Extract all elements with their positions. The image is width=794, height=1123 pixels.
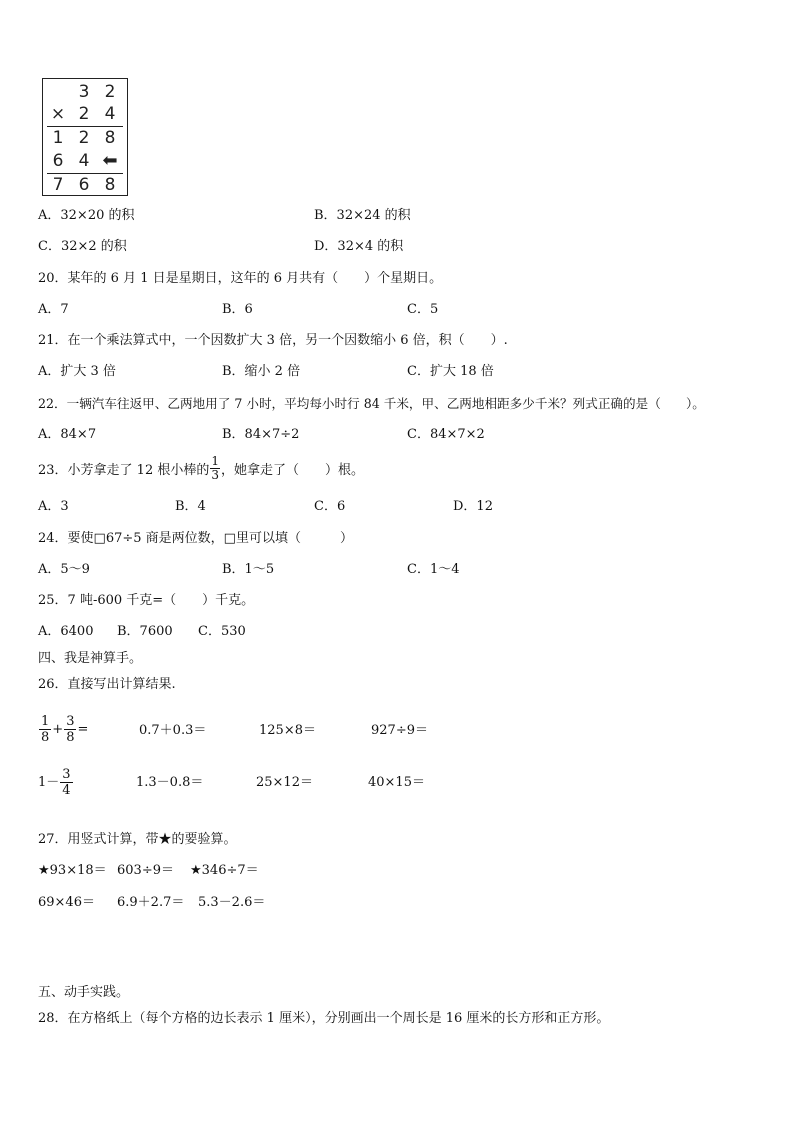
q19-option-b: B．32×24 的积 bbox=[314, 208, 411, 223]
q20-text: 20．某年的 6 月 1 日是星期日，这年的 6 月共有（ ）个星期日。 bbox=[38, 271, 443, 286]
mul-cell: 2 bbox=[104, 82, 116, 102]
q21-option-c: C．扩大 18 倍 bbox=[407, 364, 494, 379]
q27-row1-expr2: 603÷9＝ bbox=[117, 863, 174, 878]
q27-row1-expr3: ★346÷7＝ bbox=[190, 863, 259, 878]
q26-row2-expr2: 1.3－0.8＝ bbox=[136, 775, 204, 790]
q23-fraction bbox=[210, 455, 220, 482]
q20-option-a: A．7 bbox=[38, 302, 69, 317]
q23-frac-den: 3 bbox=[211, 468, 219, 482]
mul-row-3 bbox=[43, 127, 127, 149]
q25-option-a: A．6400 bbox=[38, 624, 94, 639]
q23-frac-num: 1 bbox=[211, 454, 219, 468]
q22-option-c: C．84×7×2 bbox=[407, 427, 485, 442]
q27-row2-expr2: 6.9＋2.7＝ bbox=[117, 895, 185, 910]
frac-num: 1 bbox=[41, 714, 50, 729]
q23-option-a: A．3 bbox=[38, 499, 69, 514]
q26-row1-expr4: 927÷9＝ bbox=[371, 723, 428, 738]
q24-option-b: B．1～5 bbox=[222, 562, 275, 577]
q20-option-c: C．5 bbox=[407, 302, 439, 317]
mul-cell: 4 bbox=[104, 104, 116, 124]
q24-text: 24．要使□67÷5 商是两位数，□里可以填（ ） bbox=[38, 531, 353, 546]
mul-row-5 bbox=[43, 174, 127, 196]
left-arrow-icon: ⬅ bbox=[102, 150, 118, 171]
q21-option-a: A．扩大 3 倍 bbox=[38, 364, 116, 379]
q19-option-d: D．32×4 的积 bbox=[314, 239, 404, 254]
mul-cell: 2 bbox=[78, 104, 90, 124]
mul-row-4 bbox=[43, 150, 127, 172]
one-minus: 1－ bbox=[38, 775, 60, 790]
q19-option-a: A．32×20 的积 bbox=[38, 208, 135, 223]
q22-option-a: A．84×7 bbox=[38, 427, 97, 442]
equals-sign: = bbox=[77, 722, 89, 737]
section-4-heading: 四、我是神算手。 bbox=[38, 651, 143, 666]
frac-num: 3 bbox=[66, 714, 75, 729]
mul-cell: 6 bbox=[52, 151, 64, 171]
mul-row-1 bbox=[43, 81, 127, 103]
q27-row2-expr3: 5.3－2.6＝ bbox=[198, 895, 266, 910]
multiplication-figure bbox=[42, 78, 128, 196]
q19-option-c: C．32×2 的积 bbox=[38, 239, 127, 254]
q26-row2-expr4: 40×15＝ bbox=[368, 775, 425, 790]
q26-row2-expr3: 25×12＝ bbox=[256, 775, 313, 790]
q23-text bbox=[38, 456, 364, 486]
mul-cell: 2 bbox=[78, 128, 90, 148]
q26-text: 26．直接写出计算结果. bbox=[38, 677, 176, 692]
q21-text: 21．在一个乘法算式中，一个因数扩大 3 倍，另一个因数缩小 6 倍，积（ ）. bbox=[38, 333, 508, 348]
q23-text-before: 23．小芳拿走了 12 根小棒的 bbox=[38, 463, 210, 478]
mul-row-2 bbox=[43, 103, 127, 125]
mul-cell: 1 bbox=[52, 128, 64, 148]
q20-option-b: B．6 bbox=[222, 302, 253, 317]
q21-option-b: B．缩小 2 倍 bbox=[222, 364, 301, 379]
q25-option-b: B．7600 bbox=[117, 624, 173, 639]
mul-cell: 6 bbox=[78, 175, 90, 195]
section-5-heading: 五、动手实践。 bbox=[38, 985, 130, 1000]
mul-cell: × bbox=[50, 104, 66, 124]
q27-text: 27．用竖式计算，带★的要验算。 bbox=[38, 832, 237, 847]
q23-option-c: C．6 bbox=[314, 499, 346, 514]
q24-option-a: A．5～9 bbox=[38, 562, 90, 577]
plus-sign: + bbox=[52, 722, 64, 737]
q24-option-c: C．1～4 bbox=[407, 562, 460, 577]
q23-text-after: ，她拿走了（ ）根。 bbox=[221, 463, 365, 478]
q25-text: 25．7 吨-600 千克=（ ）千克。 bbox=[38, 593, 255, 608]
q22-text: 22．一辆汽车往返甲、乙两地用了 7 小时，平均每小时行 84 千米，甲、乙两地相距多少千米？列式正确的是（ ）。 bbox=[38, 396, 705, 411]
q23-option-d: D．12 bbox=[453, 499, 493, 514]
frac-den: 8 bbox=[41, 730, 50, 745]
q23-option-b: B．4 bbox=[175, 499, 206, 514]
q27-row1-expr1: ★93×18＝ bbox=[38, 863, 107, 878]
mul-cell: 8 bbox=[104, 175, 116, 195]
q26-row1-expr2: 0.7＋0.3＝ bbox=[139, 723, 207, 738]
mul-cell: 7 bbox=[52, 175, 64, 195]
q25-option-c: C．530 bbox=[198, 624, 246, 639]
frac-den: 8 bbox=[66, 730, 75, 745]
q26-row2-expr1 bbox=[38, 765, 74, 801]
mul-cell: 4 bbox=[78, 151, 90, 171]
fraction bbox=[39, 714, 51, 745]
fraction bbox=[64, 714, 76, 745]
fraction bbox=[60, 767, 72, 798]
mul-cell: 8 bbox=[104, 128, 116, 148]
q26-row1-expr1 bbox=[38, 712, 88, 748]
mul-cell: 3 bbox=[78, 82, 90, 102]
frac-den: 4 bbox=[62, 783, 71, 798]
q22-option-b: B．84×7÷2 bbox=[222, 427, 300, 442]
q27-row2-expr1: 69×46＝ bbox=[38, 895, 95, 910]
frac-num: 3 bbox=[62, 767, 71, 782]
q26-row1-expr3: 125×8＝ bbox=[259, 723, 316, 738]
q28-text: 28．在方格纸上（每个方格的边长表示 1 厘米），分别画出一个周长是 16 厘米的长方形和正方形。 bbox=[38, 1011, 610, 1026]
